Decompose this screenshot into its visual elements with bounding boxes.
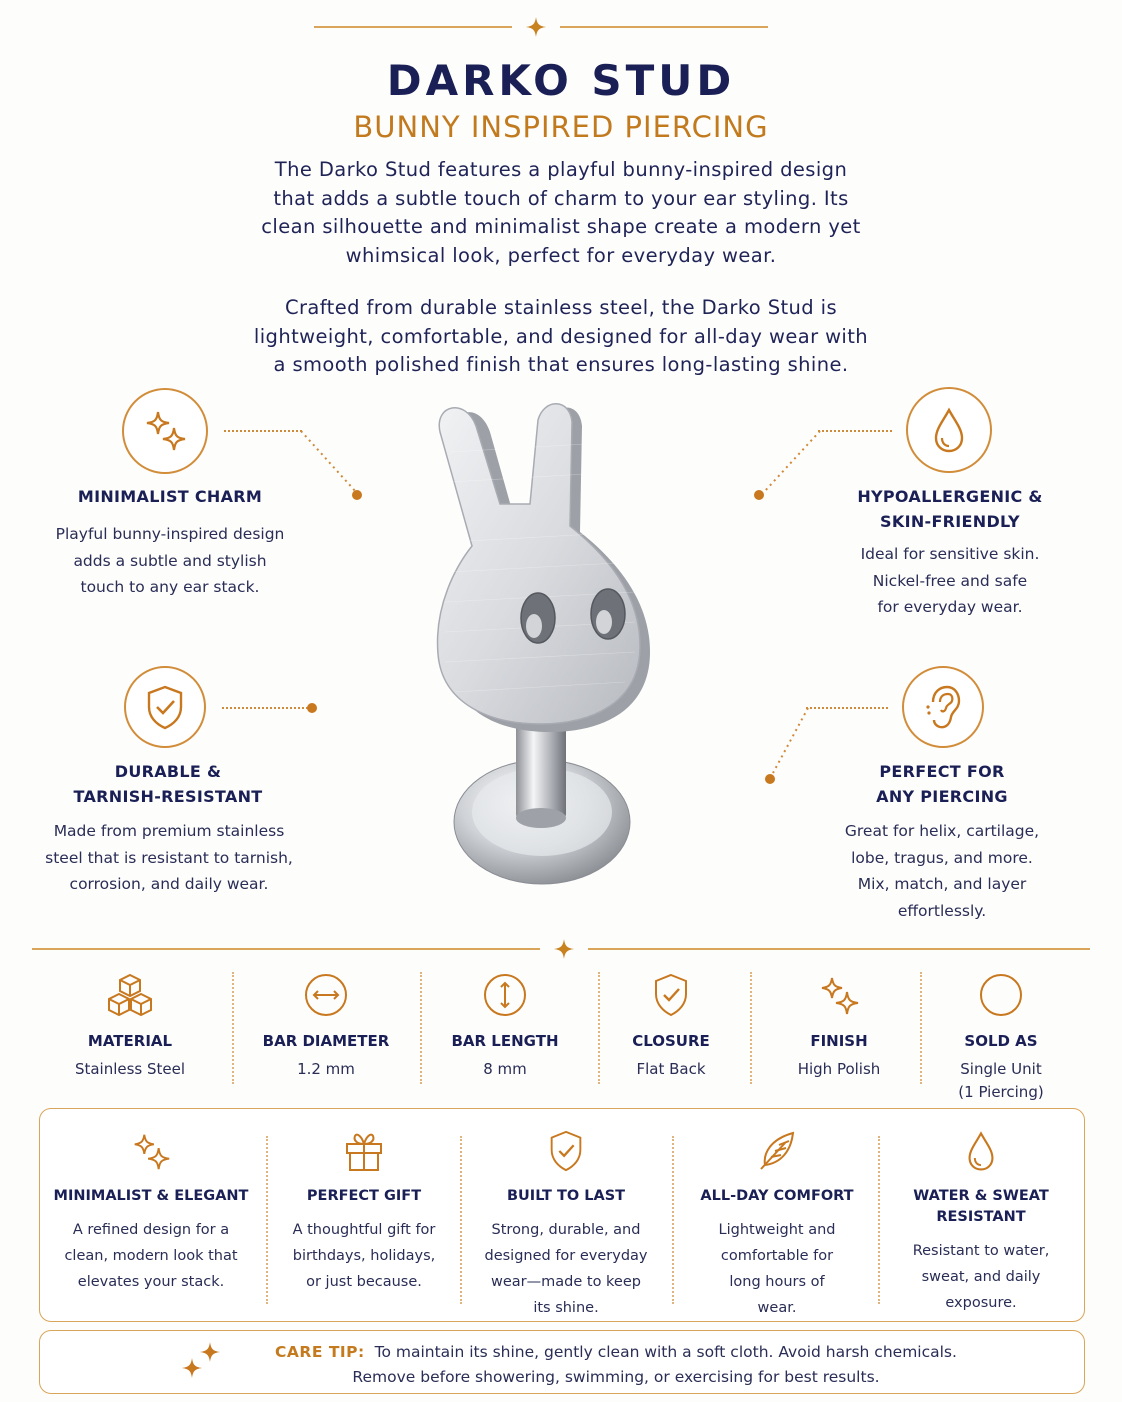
top-divider-right xyxy=(560,26,768,28)
feature-text-durable: Made from premium stainless steel that is resistant to tarnish, corrosion, and daily wear. xyxy=(45,822,293,893)
connector-line xyxy=(760,430,822,496)
feature-text-minimalist: Playful bunny-inspired design adds a subtle and stylish touch to any ear stack. xyxy=(55,525,285,596)
spec-separator xyxy=(232,972,234,1084)
circle-icon xyxy=(978,972,1024,1018)
piercing-circle xyxy=(902,666,984,748)
durable-circle xyxy=(124,666,206,748)
page-subtitle: BUNNY INSPIRED PIERCING xyxy=(353,110,769,144)
benefit-water-sweat: WATER & SWEAT RESISTANT Resistant to water, sweat, and daily exposure. xyxy=(876,1126,1086,1316)
mid-divider-left xyxy=(32,948,540,950)
care-tip-label: CARE TIP: xyxy=(275,1343,365,1361)
connector-dot xyxy=(754,490,764,500)
feature-title-hypoallergenic: HYPOALLERGENIC & SKIN-FRIENDLY xyxy=(857,487,1043,531)
feather-icon xyxy=(755,1129,799,1173)
spec-closure: CLOSURE Flat Back xyxy=(583,970,759,1081)
droplet-icon xyxy=(963,1129,999,1173)
shield-check-icon xyxy=(651,972,691,1018)
feature-text-piercing: Great for helix, cartilage, lobe, tragus, and more. Mix, match, and layer effortlessly. xyxy=(844,822,1040,920)
minimalist-charm-circle xyxy=(122,388,208,474)
sparkles-icon xyxy=(816,972,862,1018)
sparkle-divider-icon xyxy=(525,16,547,38)
length-icon xyxy=(482,972,528,1018)
feature-text-hypoallergenic: Ideal for sensitive skin. Nickel-free and safe for everyday wear. xyxy=(860,545,1040,616)
intro-paragraph-1: The Darko Stud features a playful bunny-inspired design that adds a subtle touch of charm to your ear styling. Its clean silhouette and minimalist shape create a modern yet whimsical look, perfect for everyday wear. xyxy=(261,158,861,267)
mid-divider-right xyxy=(588,948,1090,950)
feature-title-durable: DURABLE & TARNISH-RESISTANT xyxy=(73,762,263,806)
sparkles-icon xyxy=(140,406,190,456)
connector-dot xyxy=(352,490,362,500)
connector-line xyxy=(818,430,892,432)
benefit-all-day-comfort: ALL-DAY COMFORT Lightweight and comfortable for long hours of wear. xyxy=(672,1126,882,1321)
intro-paragraph-2: Crafted from durable stainless steel, the Darko Stud is lightweight, comfortable, and designed for all-day wear with a smooth polished finish that ensures long-lasting shine. xyxy=(253,296,869,376)
sparkle-divider-icon xyxy=(553,938,575,960)
product-image xyxy=(420,392,710,902)
feature-title-minimalist: MINIMALIST CHARM xyxy=(77,487,263,506)
spec-finish: FINISH High Polish xyxy=(751,970,927,1081)
page-title: DARKO STUD xyxy=(386,56,736,105)
diameter-icon xyxy=(303,972,349,1018)
sparkles-icon xyxy=(180,1340,226,1380)
connector-line xyxy=(806,707,888,709)
gift-icon xyxy=(343,1129,385,1173)
sparkles-icon xyxy=(129,1129,173,1173)
shield-check-icon xyxy=(546,1129,586,1173)
spec-bar-length: BAR LENGTH 8 mm xyxy=(417,970,593,1081)
spec-bar-diameter: BAR DIAMETER 1.2 mm xyxy=(238,970,414,1081)
connector-line xyxy=(300,430,360,496)
spec-sold-as: SOLD AS Single Unit (1 Piercing) xyxy=(913,970,1089,1104)
benefit-built-to-last: BUILT TO LAST Strong, durable, and designed for everyday wear—made to keep its shine. xyxy=(461,1126,671,1321)
droplet-icon xyxy=(929,405,969,455)
connector-dot xyxy=(765,774,775,784)
shield-check-icon xyxy=(143,683,187,731)
connector-line xyxy=(770,707,810,777)
care-tip-text: CARE TIP: To maintain its shine, gently clean with a soft cloth. Avoid harsh chemicals. Remove before showering, swimming, or exercising for best results. xyxy=(275,1343,957,1386)
connector-line xyxy=(222,707,308,709)
benefit-perfect-gift: PERFECT GIFT A thoughtful gift for birthdays, holidays, or just because. xyxy=(259,1126,469,1295)
top-divider-left xyxy=(314,26,512,28)
hypoallergenic-circle xyxy=(906,387,992,473)
ear-icon xyxy=(923,682,963,732)
spec-material: MATERIAL Stainless Steel xyxy=(42,970,218,1081)
connector-dot xyxy=(307,703,317,713)
cubes-icon xyxy=(105,972,155,1018)
feature-title-piercing: PERFECT FOR ANY PIERCING xyxy=(876,762,1008,806)
connector-line xyxy=(224,430,302,432)
benefit-minimalist-elegant: MINIMALIST & ELEGANT A refined design for a clean, modern look that elevates your stack. xyxy=(46,1126,256,1295)
